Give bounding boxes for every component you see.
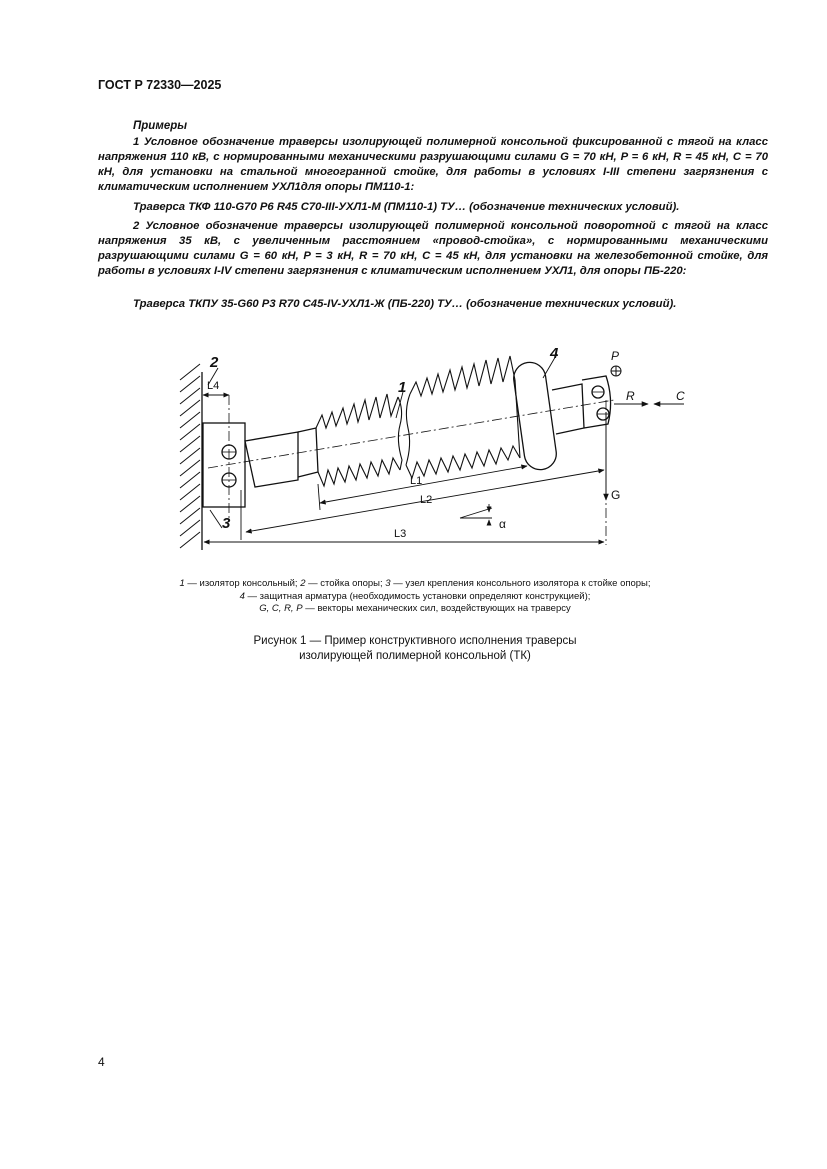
label-4: 4 <box>550 345 559 362</box>
label-L2: L2 <box>420 494 433 506</box>
figure-caption: Рисунок 1 — Пример конструктивного исполнения траверсы изолирующей полимерной консольной (ТК) <box>253 635 577 662</box>
label-G: G <box>611 488 621 502</box>
example-2-text: 2 Условное обозначение траверсы изолирующей полимерной консольной поворотной с тягой на класс напряжения 35 кВ, с увеличенным расстоянием «провод-стойка», с нормированными механическими разрушающими силами G = 60 кН, P = 3 кН, R = 70 кН, C = 45 кН, для установки на железобетонной стойке, для работы в условиях I-IV степени загрязнения с климатическим исполнением УХЛ1, для опоры ПБ-220: <box>98 220 768 277</box>
insulator-sheds <box>316 356 520 486</box>
label-3: 3 <box>222 515 231 532</box>
mounting-bracket <box>203 423 245 507</box>
example-1-text: 1 Условное обозначение траверсы изолирующей полимерной консольной фиксированной с тягой на класс напряжения 110 кВ, с нормированными механическими разрушающими силами G = 70 кН, P = 6 кН, R = 45 кН, C = 70 кН, для установки на стальной многогранной стойке, для работы в условиях I-III степени загрязнения с климатическим исполнением УХЛ1для опоры ПМ110-1: <box>98 136 768 193</box>
example-1-designation: Траверса ТКФ 110-G70 P6 R45 C70-III-УХЛ1-М (ПМ110-1) ТУ… (обозначение технических условий). <box>133 201 680 213</box>
examples-heading: Примеры <box>133 120 188 132</box>
insulator-rod <box>245 428 318 487</box>
label-alpha: α <box>499 517 506 531</box>
label-L4: L4 <box>207 380 220 392</box>
end-fitting <box>552 376 611 434</box>
label-L1: L1 <box>410 475 423 487</box>
label-C: C <box>676 389 685 403</box>
example-2-designation: Траверса ТКПУ 35-G60 P3 R70 C45-IV-УХЛ1-Ж (ПБ-220) ТУ… (обозначение технических условий). <box>133 298 677 310</box>
insulator-drawing <box>165 340 685 560</box>
label-1: 1 <box>398 379 407 396</box>
document-header: ГОСТ Р 72330—2025 <box>98 78 222 92</box>
label-R: R <box>626 389 635 403</box>
page-number: 4 <box>98 1055 105 1069</box>
label-P: P <box>611 349 620 363</box>
figure-legend: 1 — изолятор консольный; 2 — стойка опоры; 3 — узел крепления консольного изолятора к стойке опоры; 4 — защитная арматура (необходимость установки определяют конструкцией); G, C, R, P — векторы механических сил, воздействующих на траверсу <box>179 578 651 614</box>
support-pole <box>180 364 202 550</box>
label-L3: L3 <box>394 528 407 540</box>
label-2: 2 <box>210 354 219 371</box>
